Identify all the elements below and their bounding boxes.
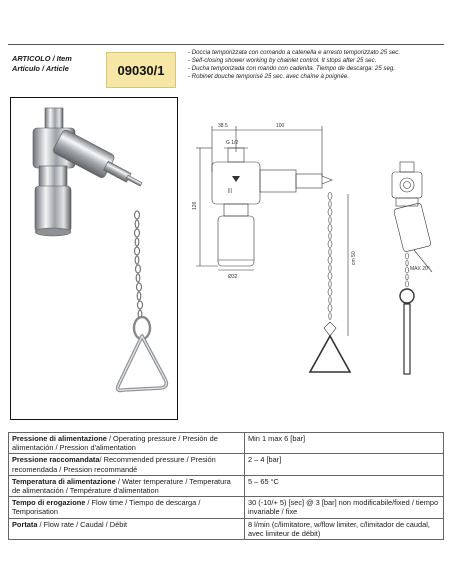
top-rule: [8, 44, 444, 45]
spec-row: [9, 518, 444, 539]
spec-value: 5 – 65 °C: [245, 475, 444, 496]
article-labels: ARTICOLO / Item Artículo / Article: [12, 54, 72, 73]
technical-drawing: [188, 110, 444, 420]
article-label-es: Artículo: [12, 64, 40, 73]
spec-table: [8, 432, 444, 540]
spec-label-it: Tempo di erogazione: [12, 498, 86, 508]
spec-label-it: Pressione di alimentazione: [12, 434, 107, 443]
spec-label-rest: / Flow rate / Caudal / Débit: [37, 519, 128, 529]
spec-label: [9, 454, 245, 475]
spec-label-rest: / Operating pressure / Presión de alimentación / Pression d'alimentation: [12, 434, 218, 453]
spec-label: [9, 475, 245, 496]
spec-value: 8 l/min (c/limitatore, w/flow limiter, c/limitador de caudal, avec limiteur de débit): [245, 518, 444, 539]
spec-row: [9, 497, 444, 518]
product-photo: [10, 97, 178, 420]
spec-value: 2 – 4 [bar]: [245, 454, 444, 475]
spec-label: [9, 433, 245, 454]
dim-body-dia: Ø32: [228, 274, 238, 280]
spec-row: [9, 454, 444, 475]
dim-angle: MAX 20°: [410, 266, 430, 272]
article-label-it: ARTICOLO: [12, 54, 51, 63]
spec-value: 30 (-10/+ 5) [sec] @ 3 [bar] non modificabile/fixed / tiempo invariable / fixe: [245, 497, 444, 518]
shower-valve-image: [11, 98, 176, 418]
spec-label-it: Pressione raccomandata: [12, 455, 100, 465]
spec-label-rest: / Water temperature / Temperatura de alimentación / Température d'alimentation: [12, 476, 231, 496]
spec-label-it: Temperatura di alimentazione: [12, 476, 116, 486]
dim-height: 126: [192, 201, 198, 210]
description-es: - Ducha temporizada con mando con cadenita. Tiempo de descarga: 25 seg.: [188, 65, 395, 73]
spec-value: Min 1 max 6 [bar]: [245, 433, 444, 454]
dim-top-total: 100: [276, 123, 285, 129]
article-label-en: Item: [56, 54, 72, 63]
spec-label: [9, 497, 245, 518]
article-block: [10, 52, 170, 88]
spec-row: [9, 433, 444, 454]
dim-chain: cm 50: [351, 251, 357, 265]
product-description: [188, 49, 450, 81]
article-code: 09030/1: [106, 52, 176, 88]
spec-label-rest: / Flow time / Tiempo de descarga / Temporisation: [12, 498, 201, 517]
spec-label-it: Portata: [12, 519, 38, 529]
description-it: - Doccia temporizzata con comando a catenella e arresto temporizzato 25 sec.: [188, 49, 401, 56]
dim-top-left: 38.5: [218, 123, 228, 129]
article-label-fr: Article: [45, 64, 69, 73]
description-fr: - Robinet douche temporisé 25 sec. avec chaîne à poignée.: [188, 73, 349, 81]
svg-text:|||: |||: [228, 188, 232, 194]
spec-row: [9, 475, 444, 496]
spec-label-rest: / Recommended pressure / Presión recomendada / Pression recommandé: [12, 455, 216, 474]
spec-label: [9, 518, 245, 539]
dim-inlet: G 1/2: [226, 140, 239, 146]
description-en: - Self-closing shower working by chainlet control. It stops after 25 sec.: [188, 57, 377, 65]
